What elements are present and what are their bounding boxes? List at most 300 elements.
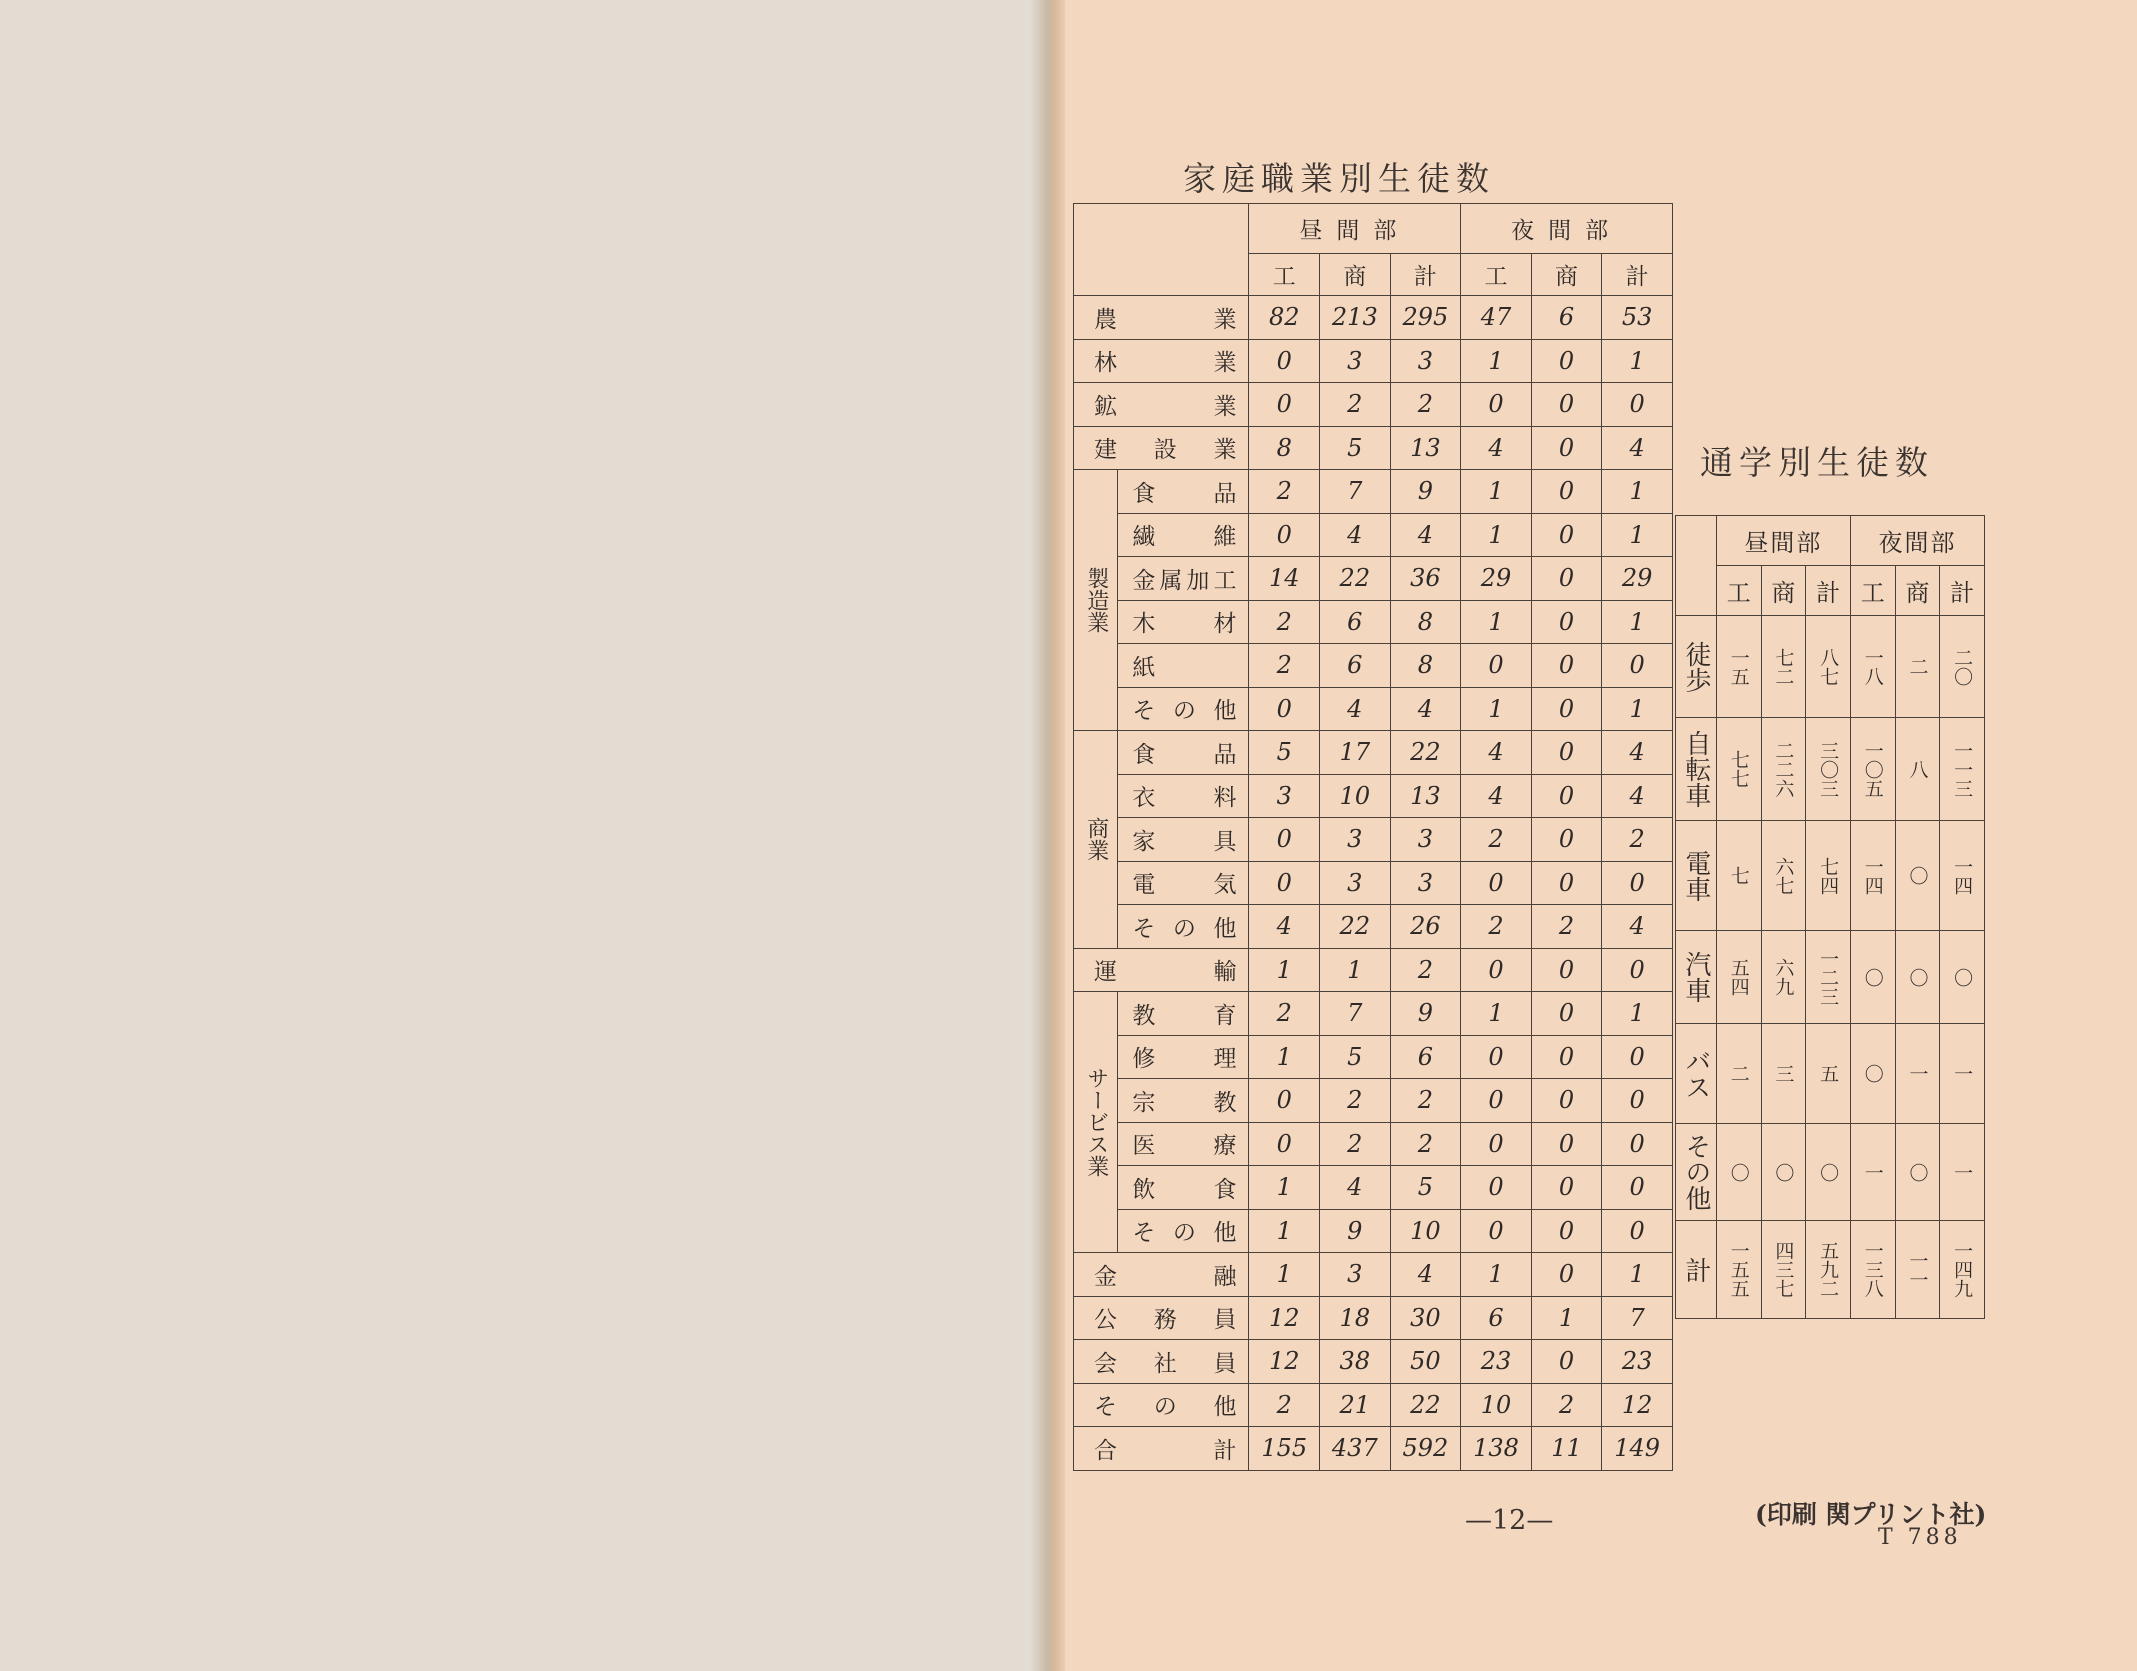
occupation-cell: 8	[1390, 644, 1461, 688]
commute-cell: 〇	[1806, 1124, 1851, 1221]
occupation-row	[1074, 731, 1673, 775]
occupation-cell: 36	[1390, 557, 1461, 601]
occupation-cell: 437	[1320, 1427, 1391, 1471]
commute-col-header: 工	[1850, 566, 1895, 616]
occupation-cell: 4	[1390, 1253, 1461, 1297]
occupation-cell: 7	[1602, 1296, 1673, 1340]
occupation-row	[1074, 1035, 1673, 1079]
occupation-cell: 2	[1461, 818, 1532, 862]
occupation-cell: 1	[1461, 992, 1532, 1036]
occupation-cell: 213	[1320, 296, 1391, 340]
occupation-cell: 1	[1249, 1166, 1320, 1210]
occupation-row-label: 鉱業	[1074, 383, 1249, 427]
occupation-cell: 0	[1602, 1035, 1673, 1079]
commute-row-label: 徒歩	[1676, 616, 1717, 718]
occupation-row	[1074, 426, 1673, 470]
occupation-cell: 0	[1249, 861, 1320, 905]
occupation-cell: 3	[1320, 339, 1391, 383]
occupation-cell: 9	[1320, 1209, 1391, 1253]
occupation-cell: 1	[1602, 513, 1673, 557]
commute-cell: 一四	[1850, 821, 1895, 931]
occupation-cell: 0	[1602, 1079, 1673, 1123]
commute-header-night: 夜間部	[1850, 516, 1984, 566]
occupation-cell: 0	[1531, 1166, 1602, 1210]
occupation-cell: 0	[1531, 1079, 1602, 1123]
occupation-row-label: 運輸	[1074, 948, 1249, 992]
occupation-cell: 0	[1531, 948, 1602, 992]
commute-header-row-cols	[1676, 566, 1985, 616]
occupation-header-day: 昼間部	[1249, 204, 1461, 254]
left-page-blank	[0, 0, 1047, 1671]
commute-cell: 七四	[1806, 821, 1851, 931]
occupation-col-header: 商	[1531, 254, 1602, 296]
commute-cell: 二	[1895, 616, 1940, 718]
occupation-cell: 1	[1249, 948, 1320, 992]
occupation-cell: 6	[1320, 644, 1391, 688]
occupation-cell: 1	[1249, 1253, 1320, 1297]
occupation-cell: 3	[1390, 861, 1461, 905]
commute-cell: 六七	[1761, 821, 1806, 931]
occupation-cell: 2	[1249, 992, 1320, 1036]
commute-cell: 一	[1895, 1024, 1940, 1124]
occupation-cell: 5	[1249, 731, 1320, 775]
occupation-row	[1074, 818, 1673, 862]
occupation-cell: 1	[1461, 1253, 1532, 1297]
occupation-category-label: 製造業	[1074, 470, 1118, 731]
occupation-cell: 4	[1461, 426, 1532, 470]
commute-cell: 〇	[1895, 1124, 1940, 1221]
occupation-cell: 0	[1249, 383, 1320, 427]
occupation-cell: 0	[1531, 470, 1602, 514]
occupation-row	[1074, 1209, 1673, 1253]
commute-row-label: 自転車	[1676, 718, 1717, 821]
occupation-cell: 6	[1531, 296, 1602, 340]
commute-cell: 一三八	[1850, 1221, 1895, 1319]
commute-cell: 一四	[1940, 821, 1985, 931]
occupation-row	[1074, 470, 1673, 514]
occupation-cell: 0	[1461, 1035, 1532, 1079]
occupation-cell: 4	[1602, 426, 1673, 470]
occupation-cell: 21	[1320, 1383, 1391, 1427]
commute-row-label: バス	[1676, 1024, 1717, 1124]
commute-cell: 〇	[1850, 931, 1895, 1024]
occupation-col-header: 工	[1461, 254, 1532, 296]
commute-cell: 一四九	[1940, 1221, 1985, 1319]
book-gutter	[1030, 0, 1070, 1671]
occupation-cell: 2	[1390, 1122, 1461, 1166]
occupation-row	[1074, 1122, 1673, 1166]
commute-cell: 八	[1895, 718, 1940, 821]
occupation-row-label: 飲食	[1118, 1166, 1249, 1210]
occupation-cell: 8	[1249, 426, 1320, 470]
commute-cell: 一八	[1850, 616, 1895, 718]
commute-cell: 四三七	[1761, 1221, 1806, 1319]
occupation-cell: 0	[1531, 687, 1602, 731]
occupation-cell: 0	[1461, 1122, 1532, 1166]
occupation-cell: 0	[1531, 1340, 1602, 1384]
occupation-cell: 0	[1249, 1079, 1320, 1123]
occupation-cell: 7	[1320, 992, 1391, 1036]
occupation-cell: 1	[1461, 339, 1532, 383]
occupation-row	[1074, 1253, 1673, 1297]
occupation-cell: 18	[1320, 1296, 1391, 1340]
occupation-row-label: 公務員	[1074, 1296, 1249, 1340]
occupation-cell: 2	[1249, 470, 1320, 514]
occupation-row	[1074, 383, 1673, 427]
occupation-cell: 26	[1390, 905, 1461, 949]
occupation-cell: 10	[1320, 774, 1391, 818]
commute-cell: 五九二	[1806, 1221, 1851, 1319]
occupation-col-header: 工	[1249, 254, 1320, 296]
occupation-cell: 1	[1461, 513, 1532, 557]
occupation-row-label: その他	[1118, 1209, 1249, 1253]
occupation-row-label: その他	[1118, 687, 1249, 731]
occupation-row	[1074, 644, 1673, 688]
commute-header-corner	[1676, 516, 1717, 616]
occupation-cell: 10	[1461, 1383, 1532, 1427]
occupation-cell: 0	[1602, 861, 1673, 905]
occupation-cell: 0	[1461, 1166, 1532, 1210]
occupation-cell: 295	[1390, 296, 1461, 340]
commute-col-header: 計	[1806, 566, 1851, 616]
occupation-cell: 2	[1320, 383, 1391, 427]
occupation-cell: 23	[1461, 1340, 1532, 1384]
occupation-row	[1074, 861, 1673, 905]
occupation-cell: 0	[1531, 861, 1602, 905]
commute-row-label: その他	[1676, 1124, 1717, 1221]
occupation-table-title: 家庭職業別生徒数	[1183, 159, 1495, 198]
occupation-cell: 0	[1531, 774, 1602, 818]
occupation-cell: 1	[1461, 600, 1532, 644]
print-code: T 788	[1878, 1525, 1962, 1550]
occupation-cell: 5	[1390, 1166, 1461, 1210]
occupation-cell: 6	[1461, 1296, 1532, 1340]
occupation-cell: 4	[1390, 687, 1461, 731]
occupation-cell: 0	[1602, 383, 1673, 427]
occupation-cell: 0	[1602, 1209, 1673, 1253]
occupation-cell: 0	[1602, 1122, 1673, 1166]
occupation-cell: 0	[1249, 339, 1320, 383]
occupation-cell: 4	[1602, 905, 1673, 949]
occupation-cell: 0	[1602, 1166, 1673, 1210]
occupation-cell: 0	[1531, 513, 1602, 557]
occupation-cell: 11	[1531, 1427, 1602, 1471]
occupation-cell: 2	[1461, 905, 1532, 949]
commute-cell: 七二	[1761, 616, 1806, 718]
occupation-row	[1074, 1383, 1673, 1427]
commute-cell: 五	[1806, 1024, 1851, 1124]
occupation-row	[1074, 339, 1673, 383]
occupation-cell: 155	[1249, 1427, 1320, 1471]
occupation-cell: 23	[1602, 1340, 1673, 1384]
occupation-cell: 30	[1390, 1296, 1461, 1340]
occupation-cell: 0	[1531, 992, 1602, 1036]
occupation-cell: 12	[1249, 1340, 1320, 1384]
occupation-cell: 2	[1249, 644, 1320, 688]
occupation-cell: 50	[1390, 1340, 1461, 1384]
occupation-row-label: 紙	[1118, 644, 1249, 688]
commute-col-header: 計	[1940, 566, 1985, 616]
occupation-row-label: 金融	[1074, 1253, 1249, 1297]
occupation-cell: 1	[1531, 1296, 1602, 1340]
occupation-cell: 0	[1461, 1209, 1532, 1253]
commute-cell: 五四	[1716, 931, 1761, 1024]
occupation-row	[1074, 296, 1673, 340]
occupation-cell: 2	[1531, 1383, 1602, 1427]
occupation-cell: 4	[1461, 731, 1532, 775]
occupation-cell: 3	[1320, 1253, 1391, 1297]
occupation-cell: 0	[1249, 818, 1320, 862]
occupation-cell: 9	[1390, 992, 1461, 1036]
occupation-row-label: 木材	[1118, 600, 1249, 644]
occupation-cell: 82	[1249, 296, 1320, 340]
occupation-cell: 0	[1531, 1035, 1602, 1079]
occupation-row-label: 林業	[1074, 339, 1249, 383]
occupation-cell: 29	[1461, 557, 1532, 601]
commute-cell: 一二三	[1806, 931, 1851, 1024]
commute-cell: 七	[1716, 821, 1761, 931]
occupation-cell: 1	[1602, 992, 1673, 1036]
commute-cell: 一一	[1895, 1221, 1940, 1319]
occupation-row	[1074, 600, 1673, 644]
occupation-cell: 9	[1390, 470, 1461, 514]
occupation-cell: 0	[1531, 600, 1602, 644]
occupation-row-label: 繊維	[1118, 513, 1249, 557]
occupation-row	[1074, 1427, 1673, 1471]
occupation-category-label: サービス業	[1074, 992, 1118, 1253]
occupation-cell: 38	[1320, 1340, 1391, 1384]
occupation-cell: 2	[1602, 818, 1673, 862]
commute-cell: 〇	[1895, 821, 1940, 931]
occupation-cell: 4	[1320, 1166, 1391, 1210]
occupation-row	[1074, 992, 1673, 1036]
occupation-row	[1074, 1340, 1673, 1384]
occupation-cell: 1	[1602, 1253, 1673, 1297]
commute-row	[1676, 718, 1985, 821]
commute-cell: 二	[1716, 1024, 1761, 1124]
occupation-cell: 0	[1531, 818, 1602, 862]
occupation-cell: 0	[1461, 383, 1532, 427]
occupation-cell: 0	[1531, 1253, 1602, 1297]
occupation-table	[1073, 203, 1673, 1471]
occupation-row-label: その他	[1118, 905, 1249, 949]
occupation-row-label: 修理	[1118, 1035, 1249, 1079]
occupation-cell: 4	[1249, 905, 1320, 949]
commute-cell: 三	[1761, 1024, 1806, 1124]
occupation-row-label: 電気	[1118, 861, 1249, 905]
occupation-row-label: 宗教	[1118, 1079, 1249, 1123]
occupation-cell: 0	[1531, 1122, 1602, 1166]
occupation-cell: 2	[1390, 1079, 1461, 1123]
occupation-cell: 4	[1602, 731, 1673, 775]
occupation-cell: 2	[1249, 1383, 1320, 1427]
occupation-cell: 29	[1602, 557, 1673, 601]
commute-cell: 一五	[1716, 616, 1761, 718]
occupation-cell: 4	[1320, 687, 1391, 731]
occupation-cell: 13	[1390, 426, 1461, 470]
occupation-cell: 6	[1390, 1035, 1461, 1079]
occupation-row-label: 金属加工	[1118, 557, 1249, 601]
commute-row-label: 計	[1676, 1221, 1717, 1319]
occupation-cell: 4	[1461, 774, 1532, 818]
occupation-cell: 2	[1249, 600, 1320, 644]
occupation-cell: 13	[1390, 774, 1461, 818]
commute-cell: 六九	[1761, 931, 1806, 1024]
occupation-cell: 14	[1249, 557, 1320, 601]
commute-cell: 〇	[1850, 1024, 1895, 1124]
occupation-header-night: 夜間部	[1461, 204, 1673, 254]
occupation-cell: 0	[1531, 426, 1602, 470]
occupation-row-label: 食品	[1118, 470, 1249, 514]
commute-table	[1675, 515, 1985, 1319]
occupation-col-header: 計	[1602, 254, 1673, 296]
occupation-cell: 47	[1461, 296, 1532, 340]
occupation-cell: 2	[1320, 1122, 1391, 1166]
occupation-row	[1074, 774, 1673, 818]
commute-cell: 二二六	[1761, 718, 1806, 821]
occupation-col-header: 商	[1320, 254, 1391, 296]
occupation-cell: 4	[1390, 513, 1461, 557]
occupation-header-corner	[1074, 204, 1249, 296]
occupation-cell: 0	[1249, 513, 1320, 557]
commute-cell: 七七	[1716, 718, 1761, 821]
occupation-row-label: 家具	[1118, 818, 1249, 862]
commute-row	[1676, 1221, 1985, 1319]
commute-cell: 一〇五	[1850, 718, 1895, 821]
occupation-cell: 1	[1602, 687, 1673, 731]
occupation-cell: 7	[1320, 470, 1391, 514]
occupation-row-label: 合計	[1074, 1427, 1249, 1471]
occupation-cell: 1	[1602, 600, 1673, 644]
occupation-row-label: その他	[1074, 1383, 1249, 1427]
occupation-cell: 6	[1320, 600, 1391, 644]
occupation-cell: 1	[1320, 948, 1391, 992]
occupation-row	[1074, 687, 1673, 731]
commute-col-header: 商	[1761, 566, 1806, 616]
occupation-cell: 138	[1461, 1427, 1532, 1471]
occupation-cell: 0	[1461, 861, 1532, 905]
occupation-row-label: 農業	[1074, 296, 1249, 340]
occupation-cell: 0	[1249, 687, 1320, 731]
occupation-cell: 0	[1531, 644, 1602, 688]
occupation-row	[1074, 1296, 1673, 1340]
commute-cell: 〇	[1895, 931, 1940, 1024]
commute-row-label: 電車	[1676, 821, 1717, 931]
occupation-cell: 5	[1320, 1035, 1391, 1079]
occupation-cell: 53	[1602, 296, 1673, 340]
commute-col-header: 工	[1716, 566, 1761, 616]
occupation-cell: 0	[1461, 948, 1532, 992]
occupation-cell: 1	[1461, 470, 1532, 514]
commute-cell: 〇	[1761, 1124, 1806, 1221]
occupation-cell: 22	[1390, 731, 1461, 775]
occupation-cell: 0	[1602, 948, 1673, 992]
commute-row-label: 汽車	[1676, 931, 1717, 1024]
occupation-cell: 1	[1602, 339, 1673, 383]
page-number: —12—	[1465, 1505, 1554, 1536]
occupation-cell: 3	[1390, 339, 1461, 383]
printer-credit: (印刷 関プリント社)	[1755, 1500, 1987, 1529]
commute-col-header: 商	[1895, 566, 1940, 616]
occupation-row	[1074, 948, 1673, 992]
occupation-cell: 22	[1320, 557, 1391, 601]
occupation-cell: 2	[1531, 905, 1602, 949]
commute-header-row-groups	[1676, 516, 1985, 566]
occupation-cell: 0	[1249, 1122, 1320, 1166]
commute-cell: 一	[1850, 1124, 1895, 1221]
commute-table-title: 通学別生徒数	[1700, 443, 1934, 482]
occupation-cell: 2	[1390, 948, 1461, 992]
commute-cell: 八七	[1806, 616, 1851, 718]
occupation-cell: 17	[1320, 731, 1391, 775]
occupation-row-label: 医療	[1118, 1122, 1249, 1166]
occupation-row-label: 会社員	[1074, 1340, 1249, 1384]
occupation-row	[1074, 1079, 1673, 1123]
occupation-cell: 0	[1461, 644, 1532, 688]
commute-cell: 二〇	[1940, 616, 1985, 718]
occupation-row-label: 教育	[1118, 992, 1249, 1036]
occupation-cell: 1	[1602, 470, 1673, 514]
occupation-cell: 1	[1249, 1209, 1320, 1253]
commute-row	[1676, 931, 1985, 1024]
occupation-row-label: 建設業	[1074, 426, 1249, 470]
occupation-row-label: 衣料	[1118, 774, 1249, 818]
occupation-cell: 5	[1320, 426, 1391, 470]
occupation-cell: 0	[1602, 644, 1673, 688]
occupation-row	[1074, 1166, 1673, 1210]
occupation-cell: 8	[1390, 600, 1461, 644]
occupation-cell: 2	[1320, 1079, 1391, 1123]
commute-cell: 〇	[1716, 1124, 1761, 1221]
occupation-cell: 4	[1602, 774, 1673, 818]
commute-cell: 三〇三	[1806, 718, 1851, 821]
occupation-header-row-groups	[1074, 204, 1673, 254]
commute-cell: 一五五	[1716, 1221, 1761, 1319]
occupation-col-header: 計	[1390, 254, 1461, 296]
occupation-row	[1074, 557, 1673, 601]
occupation-cell: 149	[1602, 1427, 1673, 1471]
occupation-cell: 0	[1531, 1209, 1602, 1253]
occupation-cell: 22	[1320, 905, 1391, 949]
occupation-cell: 2	[1390, 383, 1461, 427]
occupation-cell: 3	[1320, 818, 1391, 862]
occupation-cell: 592	[1390, 1427, 1461, 1471]
commute-row	[1676, 821, 1985, 931]
occupation-cell: 22	[1390, 1383, 1461, 1427]
occupation-cell: 0	[1531, 731, 1602, 775]
occupation-row	[1074, 905, 1673, 949]
commute-header-day: 昼間部	[1716, 516, 1850, 566]
commute-row	[1676, 1124, 1985, 1221]
occupation-row	[1074, 513, 1673, 557]
occupation-cell: 0	[1461, 1079, 1532, 1123]
occupation-category-label: 商業	[1074, 731, 1118, 949]
occupation-cell: 3	[1320, 861, 1391, 905]
occupation-cell: 3	[1390, 818, 1461, 862]
occupation-cell: 3	[1249, 774, 1320, 818]
occupation-cell: 10	[1390, 1209, 1461, 1253]
occupation-cell: 12	[1249, 1296, 1320, 1340]
commute-cell: 一	[1940, 1124, 1985, 1221]
occupation-cell: 1	[1249, 1035, 1320, 1079]
occupation-cell: 12	[1602, 1383, 1673, 1427]
occupation-cell: 0	[1531, 557, 1602, 601]
occupation-cell: 4	[1320, 513, 1391, 557]
commute-cell: 一一三	[1940, 718, 1985, 821]
commute-cell: 〇	[1940, 931, 1985, 1024]
occupation-cell: 0	[1531, 339, 1602, 383]
commute-row	[1676, 616, 1985, 718]
